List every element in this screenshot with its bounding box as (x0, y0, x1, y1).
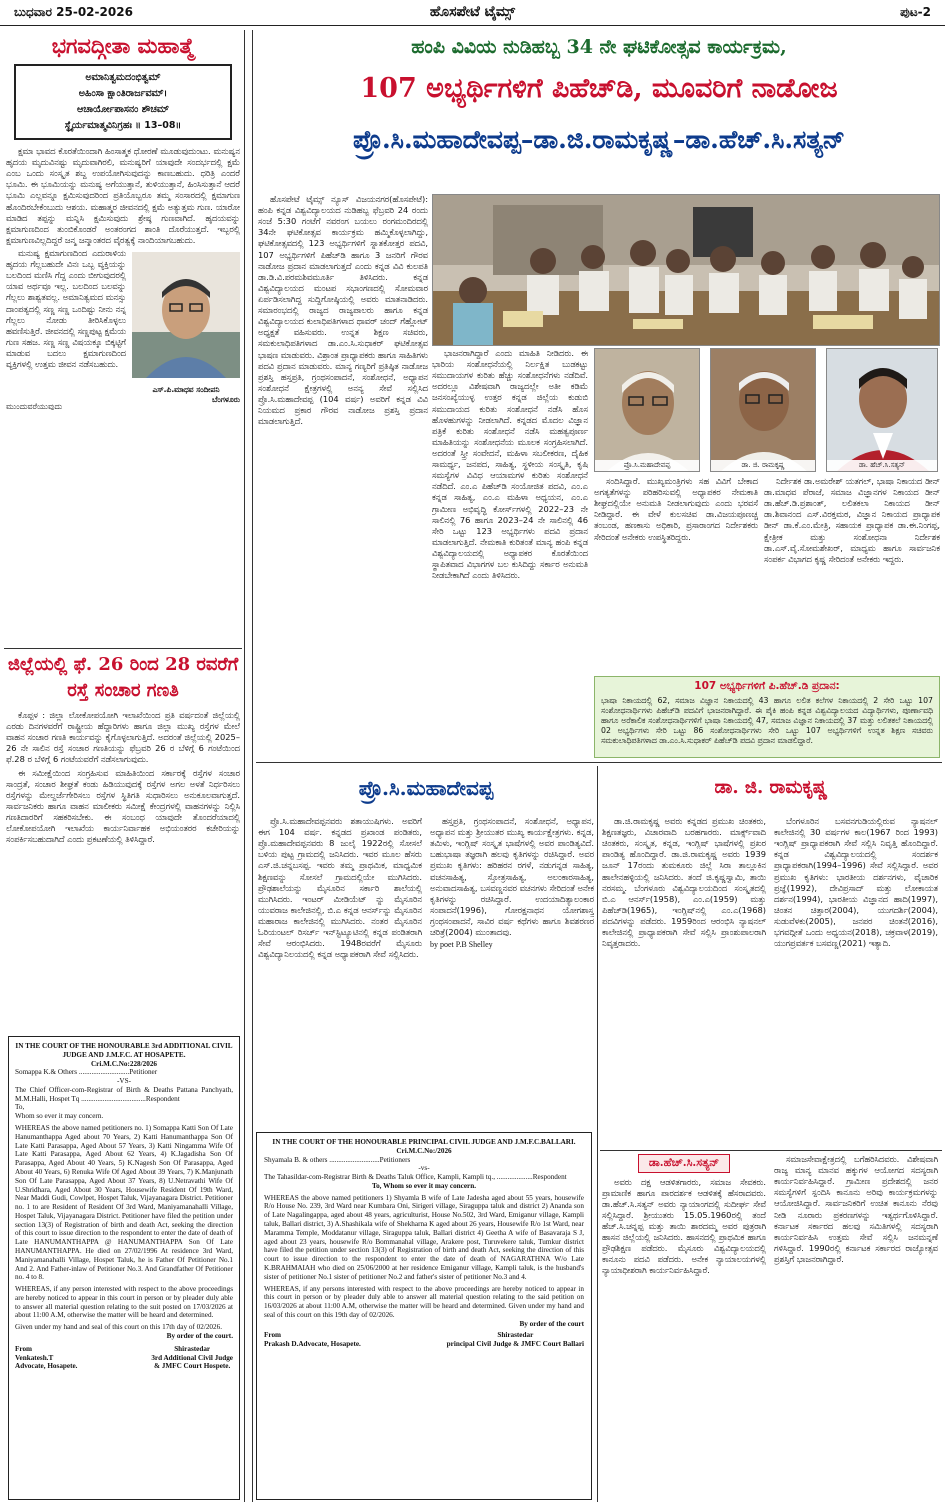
notice-court: IN THE COURT OF THE HONOURABLE PRINCIPAL CIVIL JUDGE AND J.M.F.C.BALLARI. (272, 1138, 576, 1146)
shloka-line: ಅಮಾನಿತ್ವಮದಂಭಿತ್ವಮ್ (85, 72, 161, 83)
mahadevappa-section (258, 766, 594, 1126)
sathyan-title: ಡಾ.ಹೆಚ್.ಸಿ.ಸತ್ಯನ್ (638, 1154, 730, 1173)
notice-sign: principal Civil Judge & JMFC Court Ballari (446, 1340, 584, 1349)
sathyan-section (602, 1154, 940, 1500)
notice-sign: Shirastedar (174, 1344, 211, 1353)
notice-order: By order of the court. (166, 1332, 233, 1340)
mahadevappa-text: ಪ್ರೊ.ಸಿ.ಮಹಾದೇವಪ್ಪನವರು ಶತಾಯುಷಿಗಳು. ಅವರಿಗೆ ಈಗ 104 ವರ್ಷ. ಕನ್ನಡದ ಪ್ರಖಾಂಡ ಪಂಡಿತರು, ಪ್ರೊ.ಮಹಾದೇವಪ್ಪನವರು 8 ಜುಲೈ 1922ರಲ್ಲಿ ಸೋಸಲೆ ಬಳಿಯ ಪುಟ್ಟ ಗ್ರಾಮದಲ್ಲಿ ಜನಿಸಿದರು. ಇವರ ಮೂಲ ಹೆಸರು ಎಸ್.ಜಿ.ಚನ್ನಬಸಪ್ಪ. ಇವರು ತಮ್ಮ ಪ್ರಾಥಮಿಕ, ಮಾಧ್ಯಮಿಕ ಶಿಕ್ಷಣವನ್ನು ಸೋಸಲೆ ಗ್ರಾಮದಲ್ಲಿಯೇ ಮುಗಿಸಿದರು. ಪ್ರೌಢಶಾಲೆಯನ್ನು ಮೈಸೂರಿನ ಸರ್ಕಾರಿ ಶಾಲೆಯಲ್ಲಿ ಮುಗಿಸಿದರು. ಇಂಟರ್ ಮೀಡಿಯೆಟ್ ನ್ನು ಮೈಸೂರಿನ ಯುವರಾಜ ಕಾಲೇಜಿನಲ್ಲಿ, ಬಿ.ಎ ಕನ್ನಡ ಆನರ್ಸ್‌ನ್ನು ಮೈಸೂರಿನ ಮಹಾರಾಜ ಕಾಲೇಜಿನಲ್ಲಿ ಮುಗಿಸಿದರು. ನಂತರ ಮೈಸೂರಿನ ಓರಿಯಂಟಲ್ ರಿಸರ್ಚ್ ಇನ್‌ಸ್ಟಿಟ್ಯೂಟಿನಲ್ಲಿ ಕನ್ನಡ ಪಂಡಿತರಾಗಿ ಸೇವೆ ಆರಂಭಿಸಿದರು. 1948ರವರೆಗೆ ಮೈಸೂರು ವಿಶ್ವವಿದ್ಯಾನಿಲಯದಲ್ಲಿ ಕನ್ನಡ ಅಧ್ಯಾಪಕರಾಗಿ ಸೇವೆ ಸಲ್ಲಿಸಿದರು. (258, 816, 422, 960)
group-photo (432, 194, 940, 346)
portrait-icon (827, 349, 938, 472)
mahadevappa-text: ಹಸ್ತಪ್ರತಿ, ಗ್ರಂಥಸಂಪಾದನೆ, ಸಂಶೋಧನೆ, ಅಧ್ಯಾಪನ, ಅಧ್ಯಾಪನ ಮತ್ತು ಶ್ರೀಯುತರ ಮುಖ್ಯ ಕಾರ್ಯಕ್ಷೇತ್ರಗಳು. ಕನ್ನಡ, ತಮಿಳು, ಇಂಗ್ಲಿಷ್ ಸಂಸ್ಕೃತ ಭಾಷೆಗಳಲ್ಲಿ ಅವರ ಪಾಂಡಿತ್ಯವಿದೆ. ಬಹುಭಾಷಾ ತಜ್ಞರಾಗಿ ಹಲವು ಕೃತಿಗಳನ್ನು ರಚಿಸಿದ್ದಾರೆ. ಅವರ ಪ್ರಮುಖ ಕೃತಿಗಳು: ಹರಿಹರನ ರಗಳೆ, ನಡುಗನ್ನಡ ಸಾಹಿತ್ಯ, ವಚನಸಾಹಿತ್ಯ, ಸ್ತೋತ್ರಸಾಹಿತ್ಯ, ಅಲಂಕಾರಸಾಹಿತ್ಯ, ಅನುವಾದಸಾಹಿತ್ಯ, ಬಸವಣ್ಣನವರ ವಚನಗಳು ಸೇರಿದಂತೆ ಅನೇಕ ಕೃತಿಗಳನ್ನು ರಚಿಸಿದ್ದಾರೆ. ಉದಯಾದಿತ್ಯಾಲಂಕಾರ ಸಂಪಾದನೆ(1996), ಗೋರಕ್ಷನಾಥನ ಯೋಗಶಾಸ್ತ್ರ ಗ್ರಂಥಸಂಪಾದನೆ, ಸಾವಿರ ವರ್ಷ ಕಥೆಗಳು ಹಾಗೂ ಶಿವಶರಣರ ಚರಿತ್ರೆ(2004) ಮುಂತಾದವು. (430, 816, 594, 938)
main-story-col-3 (594, 476, 758, 672)
notice-body: WHEREAS the above named petitioners no. 1) Somappa Katti Son Of Late Hanumanthappa Aged about 70 Years, 2) Katti Hanumanthappa Son Of Late Katti Parasappa, Aged About 57 Years, 3) Katti Ningamma Wife Of Late Katti Parasappa, Aged About 62 Years, 4) K.Jagadisha Son Of Parasappa, Aged About 40 Years, 5) K.Nagesh Son Of Parasappa, Aged About 40 Years, 6) Renuka Wife Of Aged About 39 Years, 7) K.Manjunath Son Of Late Parasappa, Aged About 37 Years, 8) U.Netravathi Wife Of U.Shridhara, Aged About 30 Years, Housewife Resident Of 19th Ward, Near Maddi Gudi, Cowlpet, Hospet Taluk, Vijayanagara District. Petitioner no. 1 to are Resident of Resident Of 3rd Ward, Maniyamanahalli Village, Hospet Taluk, Vijayanagara District. Petitioner have filed the petition under section 13(3) of Registration of birth and death Act, seeking the direction of this court to issue direction to the respondent to enter the date of death of Late HANUMANTHAPPA @ HANUMANTHAPPA Son Of Late HANUMANTHAPPA. He died on 27/02/1996 At residence 3rd Ward, Maniyamanahalli Village, Hospet Taluk, he is Father Of Petitioner No.1 And 2. And Father-inlaw of Petitioner No.3. And Grandfather Of Petitioner no. 4 to 8. (15, 1124, 233, 1282)
meeting-photo-icon (433, 195, 940, 346)
portrait-caption: ಪ್ರೊ.ಸಿ.ಮಹಾದೇವಪ್ಪ (595, 460, 699, 471)
ramakrishna-text: ಡಾ.ಜಿ.ರಾಮಕೃಷ್ಣ ಅವರು ಕನ್ನಡದ ಪ್ರಮುಖ ಚಿಂತಕರು, ಶಿಕ್ಷಣತಜ್ಞರು, ವಿಚಾರವಾದಿ ಬರಹಗಾರರು. ಮಾರ್ಕ್ಸ್‌ವಾದಿ ಚಿಂತಕರು, ಸಂಸ್ಕೃತ, ಕನ್ನಡ, ಇಂಗ್ಲಿಷ್ ಭಾಷೆಗಳಲ್ಲಿ ಪ್ರಖರ ಪಾಂಡಿತ್ಯ ಹೊಂದಿದ್ದಾರೆ. ಡಾ.ಜಿ.ರಾಮಕೃಷ್ಣ ಅವರು 1939 ಜೂನ್ 17ರಂದು ತುಮಕೂರು ಜಿಲ್ಲೆ ಸಿರಾ ತಾಲ್ಲೂಕಿನ ಹಾಲೇನಹಳ್ಳಿಯಲ್ಲಿ ಜನಿಸಿದರು. ತಂದೆ ಜಿ.ಕೃಷ್ಣಸ್ವಾಮಿ, ತಾಯಿ ನರಸಮ್ಮ. ಬೆಂಗಳೂರು ವಿಶ್ವವಿದ್ಯಾಲಯದಿಂದ ಸಂಸ್ಕೃತದಲ್ಲಿ ಬಿ.ಎ ಆನರ್ಸ್(1958), ಎಂ.ಎ(1959) ಮತ್ತು ಪಿಹೆಚ್‌ಡಿ(1965), ಇಂಗ್ಲಿಷ್‌ನಲ್ಲಿ ಎಂ.ಎ(1968) ಪದವಿಗಳನ್ನು ಪಡೆದರು. 1959ರಿಂದ ಆರಂಭಿಸಿ ನ್ಯಾಷನಲ್ ಕಾಲೇಜಿನಲ್ಲಿ ಪ್ರಾಧ್ಯಾಪಕರಾಗಿ ಸೇವೆ ಸಲ್ಲಿಸಿ ಪ್ರಾಂಶುಪಾಲರಾಗಿ ನಿವೃತ್ತರಾದರು. (602, 816, 766, 949)
sathyan-text: ಅವರು ದಕ್ಷ ಆಡಳಿತಗಾರರು, ಸಮಾಜ ಸೇವಕರು. ಪ್ರಾಮಾಣಿಕ ಹಾಗೂ ಪಾರದರ್ಶಕ ಆಡಳಿತಕ್ಕೆ ಹೆಸರಾದವರು. ಡಾ.ಹೆಚ್.ಸಿ.ಸತ್ಯನ್ ಅವರು ನ್ಯಾಯಾಂಗದಲ್ಲಿ ಸುದೀರ್ಘ ಸೇವೆ ಸಲ್ಲಿಸಿದ್ದಾರೆ. ಶ್ರೀಯುತರು 15.05.1960ರಲ್ಲಿ ತಂದೆ ಹೆಚ್.ಸಿ.ಚನ್ನಪ್ಪ ಮತ್ತು ತಾಯಿ ಶಾರದಮ್ಮ ಅವರ ಪುತ್ರರಾಗಿ ಹಾಸನ ಜಿಲ್ಲೆಯಲ್ಲಿ ಜನಿಸಿದರು. ಹಾಸನದಲ್ಲಿ ಪ್ರಾಥಮಿಕ ಹಾಗೂ ಪ್ರೌಢಶಿಕ್ಷಣ ಪಡೆದರು. ಮೈಸೂರು ವಿಶ್ವವಿದ್ಯಾಲಯದಲ್ಲಿ ಕಾನೂನು ಪದವಿ ಪಡೆದರು. ಅನೇಕ ನ್ಯಾಯಾಲಯಗಳಲ್ಲಿ ನ್ಯಾಯಾಧೀಶರಾಗಿ ಕಾರ್ಯನಿರ್ವಹಿಸಿದ್ದಾರೆ. (602, 1176, 766, 1276)
notice-body: WHEREAS, if any persons interested with respect to the above proceedings are hereby noticed to appear in this court in person or by pleader duly able to answer all material question relating to the said petition on 16/03/2026 at about 11:00 A.M, otherwise the matter will be heard and determined. Given under my hand and seal of this court on this 19th day of 02/2026. (264, 1284, 584, 1319)
page-number: ಪುಟ-2 (900, 5, 931, 19)
notice-whom: Whom so ever it may concern. (15, 1112, 104, 1121)
legal-notice-1 (8, 1036, 240, 1500)
author-photo (132, 252, 240, 404)
shloka-box (14, 64, 232, 140)
phd-box-title: 107 ಅಭ್ಯರ್ಥಿಗಳಿಗೆ ಪಿ.ಹೆಚ್.ಡಿ ಪ್ರದಾನ: (694, 680, 840, 692)
main-story-text: ಹೊಸಪೇಟೆ ಟೈಮ್ಸ್ ನ್ಯೂಸ್ ವಿಜಯನಗರ(ಹೊಸಪೇಟೆ): ಹಂಪಿ ಕನ್ನಡ ವಿಶ್ವವಿದ್ಯಾಲಯದ ನುಡಿಹಬ್ಬ ಫೆಬ್ರವರಿ 24 ರಂದು ಸಂಜೆ 5:30 ಗಂಟೆಗೆ ನವರಂಗ ಬಯಲು ರಂಗಮಂದಿರದಲ್ಲಿ 34ನೇ ಘಟಿಕೋತ್ಸವ ಕಾರ್ಯಕ್ರಮ ಹಮ್ಮಿಕೊಳ್ಳಲಾಗಿದ್ದು, ಘಟಿಕೋತ್ಸವದಲ್ಲಿ 123 ಅಭ್ಯರ್ಥಿಗಳಿಗೆ ಸ್ನಾತಕೋತ್ತರ ಪದವಿ, 107 ಅಭ್ಯರ್ಥಿಗಳಿಗೆ ಪಿಹೆಚ್‌ಡಿ ಹಾಗೂ 3 ಜನರಿಗೆ ಗೌರವ ನಾಡೋಜ ಪ್ರದಾನ ಮಾಡಲಾಗುತ್ತದೆ ಎಂದು ಕನ್ನಡ ವಿವಿ ಕುಲಪತಿ ಡಾ.ಡಿ.ವಿ.ಪರಮಶಿವಮೂರ್ತಿ ತಿಳಿಸಿದರು. ಕನ್ನಡ ವಿಶ್ವವಿದ್ಯಾಲಯದ ಮಂಟಪ ಸಭಾಂಗಣದಲ್ಲಿ ಸೋಮವಾರ ಏರ್ಪಡಿಸಲಾಗಿದ್ದ ಸುದ್ದಿಗೋಷ್ಠಿಯಲ್ಲಿ ಅವರು ಮಾತನಾಡಿದರು. ಸಮಾರಂಭದಲ್ಲಿ ರಾಜ್ಯದ ರಾಜ್ಯಪಾಲರು ಹಾಗೂ ಕನ್ನಡ ವಿಶ್ವವಿದ್ಯಾಲಯದ ಕುಲಾಧಿಪತಿಗಳಾದ ಥಾವರ್ ಚಂದ್ ಗೆಹ್ಲೋಟ್ ಅಧ್ಯಕ್ಷತೆ ವಹಿಸುವರು. ಉನ್ನತ ಶಿಕ್ಷಣ ಸಚಿವರು, ಸಮಕುಲಾಧಿಪತಿಗಳಾದ ಡಾ.ಎಂ.ಸಿ.ಸುಧಾಕರ್ ಘಟಿಕೋತ್ಸವ ಭಾಷಣ ಮಾಡುವರು. ವಿಶ್ರಾಂತ ಪ್ರಾಧ್ಯಾಪಕರು ಹಾಗೂ ಸಾಹಿತಿಗಳು ಪದವಿ ಪ್ರದಾನ ಮಾಡುವರು. ಮಾನ್ಯ ಗಣ್ಯರಿಗೆ ಪ್ರತಿಷ್ಠಿತ ನಾಡೋಜ ಪ್ರಶಸ್ತಿ ಹಸ್ತಪ್ರತಿ, ಗ್ರಂಥಸಂಪಾದನೆ, ಸಂಶೋಧನೆ, ಅಧ್ಯಾಪನ ಸಂಶೋಧನೆ ಕ್ಷೇತ್ರಗಳಲ್ಲಿ ಅನನ್ಯ ಸೇವೆ ಸಲ್ಲಿಸಿದ ಪ್ರೊ.ಸಿ.ಮಹಾದೇವಪ್ಪ (104 ವರ್ಷ) ಅವರಿಗೆ ಕನ್ನಡ ವಿವಿ ನಿಯಮದ ಪ್ರಕಾರ ಗೌರವ ನಾಡೋಜ ಪ್ರಶಸ್ತಿ ಪ್ರದಾನ ಮಾಡಲಾಗುತ್ತಿದೆ. (258, 194, 428, 427)
main-story-text: ಸಂದಿಸಿದ್ದಾರೆ. ಮುಖ್ಯಮಂತ್ರಿಗಳು ಸಹ ವಿವಿಗೆ ಬೇಕಾದ ಅಗತ್ಯತೆಗಳನ್ನು ಪರಿಹರಿಸುವಲ್ಲಿ ಅಧ್ಯಾಪಕರ ನೇಮಕಾತಿ ಶೀಘ್ರದಲ್ಲಿಯೇ ಅನುಮತಿ ನೀಡಲಾಗುವುದು ಎಂದು ಭರವಸೆ ನೀಡಿದ್ದಾರೆ. ಈ ವೇಳೆ ಕುಲಸಚಿವ ಡಾ.ವಿಜಯಪೂಣಚ್ಚ ತಂಬಂಡ, ಹಣಕಾಸು ಅಧಿಕಾರಿ, ಪ್ರಸಾರಾಂಗದ ನಿರ್ದೇಶಕರು ಸೇರಿದಂತೆ ಅನೇಕರು ಉಪಸ್ಥಿತರಿದ್ದರು. (594, 476, 758, 542)
notice-petitioner: Somappa K.& Others ............................Petitioner (15, 1068, 158, 1077)
notice-respondent: The Chief Officer-com-Registrar of Birth & Deaths Pattana Panchyath, M.M.Halli, Hospet Tq ....................................Respondent (15, 1085, 233, 1103)
main-story-col-2 (432, 348, 588, 758)
phd-info-box (594, 676, 940, 758)
notice-from-name: Venkatesh.T (15, 1353, 54, 1362)
shloka-line: ಸ್ಥೈರ್ಯಮಾತ್ಮವಿನಿಗ್ರಹಃ ॥ 13–08॥ (64, 120, 182, 131)
notice-from-addr: Advocate, Hosapete. (15, 1362, 78, 1371)
notice-case-no: Cri.M.C.No:/2026 (396, 1146, 452, 1155)
main-headline-block (258, 32, 940, 192)
census-section (6, 652, 240, 1030)
legal-notice-2 (256, 1132, 592, 1500)
main-story-col-4 (764, 476, 940, 672)
author-place: ಬೆಂಗಳೂರು (211, 394, 240, 404)
notice-court: IN THE COURT OF THE HONOURABLE 3rd ADDITIONAL CIVIL JUDGE AND J.M.F.C. AT HOSAPETE. (15, 1042, 233, 1059)
column-divider (252, 30, 253, 1502)
main-kicker: ಹಂಪಿ ವಿವಿಯ ನುಡಿಹಬ್ಬ 34 ನೇ ಘಟಿಕೋತ್ಸವ ಕಾರ್ಯಕ್ರಮ, (411, 36, 787, 58)
main-subhead: ಪ್ರೊ.ಸಿ.ಮಹಾದೇವಪ್ಪ–ಡಾ.ಜಿ.ರಾಮಕೃಷ್ಣ–ಡಾ.ಹೆಚ್.ಸಿ.ಸತ್ಯನ್ (352, 125, 846, 154)
portrait-ramakrishna (710, 348, 816, 472)
gita-body: ಮನುಷ್ಯ ಕ್ಷಮಾಗುಣದಿಂದ ಎದುರಾಳಿಯ ಹೃದಯ ಗೆಲ್ಲಬಹುದೇ ವಿನಃ ಒಬ್ಬ ವ್ಯಕ್ತಿಯನ್ನು ಬಲದಿಂದ ಮಣಿಸಿ ಗೆದ್ದ ಎಂದು ಬೀಗುವುದರಲ್ಲಿ ಯಾವ ಅರ್ಥವೂ ಇಲ್ಲ. ಬಲದಿಂದ ಬಲವನ್ನು ಗೆಲ್ಲಲು ಶಾಶ್ವತವಲ್ಲ. ಅಮಾನಿತ್ವಮದ ಮನಸ್ಸು ದಾಂಪತ್ಯದಲ್ಲಿ ಸಣ್ಣ ಸಣ್ಣ ಒಂದಿಷ್ಟು ನೀನು ನನ್ನ ಗೆಲ್ಲಲು ನೋಡು ತೀರಿಸಿಕೊಳ್ಳಲು ಹವಣಿಸುತ್ತಿರೆ. ಜೀವನದಲ್ಲಿ ಸಣ್ಣಪುಟ್ಟ ಕ್ಷಮೆಯ ಗುಣ ಸಹಜ. ಸಣ್ಣ ಸಣ್ಣ ವಿಷಯಕ್ಕೂ ಬಿಕ್ಕಟ್ಟಿಗೆ ಮಾಡುವ ಬದಲು ಕ್ಷಮಾಗುಣದಿಂದ ವ್ಯಕ್ತಿಗಳಲ್ಲಿ ಉತ್ತಮ ಜೀವನ ನಡೆಸಬಹುದು. (6, 247, 126, 370)
gita-body: ಕ್ಷಮಾ ಭಾವದ ಕೊರತೆಯಿಂದಾಗಿ ಹಿಂಸಾತ್ಮಕ ಧೋರಣೆ ಮೂಡುವುದುಂಟು. ಮನುಷ್ಯನ ಹೃದಯ ಮೃದುವಿನಷ್ಟು ಮೃದುವಾಗಿರಲಿ, ಮನುಷ್ಯರಿಗೆ ಯಾವುದೇ ಸಂದರ್ಭದಲ್ಲಿ ಕ್ಷಮೆ ಎಂಬ ಒಂದು ಸಂಸ್ಕೃತ ಶಬ್ದ ಉಪಯೋಗಿಸುವುದನ್ನು ಕಾಣಬಹುದು. ಧರಿತ್ರಿ ಎಂದರೆ ಭೂಮಿ. ಈ ಭೂಮಿಯನ್ನು ಮನುಷ್ಯ ಅಗೆಯುತ್ತಾನೆ, ತುಳಿಯುತ್ತಾನೆ, ಹಿಂಸಿಸುತ್ತಾನೆ ಆದರೆ ಭೂಮಿ ಎಲ್ಲವನ್ನೂ ಕ್ಷಮಿಸುವುದರಿಂದ ಪ್ರತಿಯೊಬ್ಬರೂ ತಮ್ಮ ಸಂಸಾರದಲ್ಲಿ ಕ್ಷಮಾಗುಣ ಹೊಂದಿರಬೇಕೆಂಬುದು ಆಶಯ. ಮಹಾತ್ಮರ ಜೀವನದಲ್ಲಿ ಕ್ಷಮೆ ಅತ್ಯುತ್ತಮ ಗುಣ. ಯಾರೋ ಮಾಡಿದ ತಪ್ಪನ್ನು ಮನ್ನಿಸಿ ಕ್ಷಮಿಸುವುದು ಶ್ರೇಷ್ಠ ಗುಣವಾಗಿದೆ. ಹೃದಯವನ್ನು ಕ್ಷಮಾಗುಣದಿಂದ ತುಂಬಿಕೊಂಡರೆ ಅಂತರಂಗದ ಶಾಂತಿ ದೊರೆಯುತ್ತದೆ. ಇಬ್ಬರಲ್ಲಿ ಕ್ಷಮಾಗುಣವಿಲ್ಲದಿದ್ದರೆ ಜನ್ಮ ಜನ್ಮಾಂತರದ ವೈರತ್ವಕ್ಕೆ ನಾಂದಿಯಾಗಬಹುದು. (6, 146, 240, 245)
census-body: ಕೊಪ್ಪಳ : ಜಿಲ್ಲಾ ಲೋಕೋಪಯೋಗಿ ಇಲಾಖೆಯಿಂದ ಪ್ರತಿ ವರ್ಷದಂತೆ ಜಿಲ್ಲೆಯಲ್ಲಿ ಎರಡು ದಿನಗಳವರೆಗೆ ರಾಷ್ಟ್ರೀಯ ಹೆದ್ದಾರಿಗಳು ಹಾಗೂ ಜಿಲ್ಲಾ ಮುಖ್ಯ ರಸ್ತೆಗಳ ಮೇಲೆ ವಾಹನ ಸಂಚಾರ ಗಣತಿ ಕಾರ್ಯವನ್ನು ಕೈಗೊಳ್ಳಲಾಗುತ್ತಿದೆ. ಅದರಂತೆ ಜಿಲ್ಲೆಯಲ್ಲಿ 2025–26 ನೇ ಸಾಲಿನ ರಸ್ತೆ ಸಂಚಾರ ಗಣತಿಯನ್ನು ಫೆಬ್ರವರಿ 26 ರ ಬೆಳಿಗ್ಗೆ 6 ಗಂಟೆಯಿಂದ ಫೆ.28 ರ ಬೆಳಿಗ್ಗೆ 6 ಗಂಟೆಯವರೆಗೆ ನಡೆಸಲಾಗುವುದು. (6, 710, 240, 765)
ramakrishna-section (602, 766, 940, 1144)
sathyan-text: ಸಮಾಜಸೇವಾಕ್ಷೇತ್ರದಲ್ಲಿ ಬಗೆಹರಿಸಿದವರು. ವಿಶೇಷವಾಗಿ ರಾಜ್ಯ ಮಾನ್ಯ ಮಾನವ ಹಕ್ಕುಗಳ ಆಯೋಗದ ಸದಸ್ಯರಾಗಿ ಕಾರ್ಯನಿರ್ವಹಿಸಿದ್ದಾರೆ. ಗ್ರಾಮೀಣ ಪ್ರದೇಶದಲ್ಲಿ ಜನರ ಸಮಸ್ಯೆಗಳಿಗೆ ಸ್ಪಂದಿಸಿ ಕಾನೂನು ಅರಿವು ಕಾರ್ಯಕ್ರಮಗಳನ್ನು ಆಯೋಜಿಸಿದ್ದಾರೆ. ಸಾರ್ವಜನಿಕರಿಗೆ ಉಚಿತ ಕಾನೂನು ನೆರವು ನೀಡಿ ನೂರಾರು ಪ್ರಕರಣಗಳನ್ನು ಇತ್ಯರ್ಥಗೊಳಿಸಿದ್ದಾರೆ. ಕರ್ನಾಟಕ ಸರ್ಕಾರದ ಹಲವು ಸಮಿತಿಗಳಲ್ಲಿ ಸದಸ್ಯರಾಗಿ ಕಾರ್ಯನಿರ್ವಹಿಸಿ ಉತ್ತಮ ಸೇವೆ ಸಲ್ಲಿಸಿ ಜನಮನ್ನಣೆ ಗಳಿಸಿದ್ದಾರೆ. 1990ರಲ್ಲಿ ಕರ್ನಾಟಕ ಸರ್ಕಾರದ ರಾಜ್ಯೋತ್ಸವ ಪ್ರಶಸ್ತಿಗೆ ಭಾಜನರಾಗಿದ್ದಾರೆ. (774, 1154, 938, 1264)
author-name: ಎಸ್.ಪಿ.ಮಾಧವ ಸಂದೀಪನಿ (152, 384, 220, 394)
portrait-sathyan (826, 348, 938, 472)
notice-footer (264, 1331, 584, 1349)
notice-case-no: Cri.M.C.No:228/2026 (90, 1059, 158, 1068)
notice-vs: -VS- (117, 1077, 131, 1086)
continued-note: ಮುಂದುವರೆಯುವುದು (6, 401, 63, 411)
notice-from: From (15, 1344, 33, 1353)
notice-to: To, (15, 1103, 25, 1112)
notice-footer (15, 1345, 233, 1371)
notice-order: By order of the court (519, 1319, 584, 1328)
notice-body: WHEREAS the above named petitioners 1) Shyamla B wife of Late Jadesha aged about 55 years, housewife R/o House No. 239, 3rd Ward near Kumbara Oni, Sirigeri village, Siraguppa taluk and district 2) Ananda son of Late Nagalingappa, aged about 48 years, agriculturist, House No.502, 3rd Ward, Emiganur village, Kampli taluk, Ballari district, 3) A.Shashikala wife of Shekharna K aged about 26 years, Housewife R/o 1st Ward, near Maramma Temple, Moddatanur village, Siraguppa taluk, Ballari district 4) Geetha A wife of Basavaraja S J, aged about 23 years, housewife R/o Bommanahal village, Arakere post, Turuvekere taluk, Tumkur district have filed the petition under section 13(3) of Registration of birth and death Act, seeking the direction of this court to issue direction to the respondent to enter the date of death of NAGARATHNA W/o Late K.BRAHMAIAH who died on 25/06/2000 at her residence Emiganur village, Kampli taluk, is the husband's sister of petitioner No.1 sister of petitioner No.2 and father's sister of petitioner No.3 and 4. (264, 1193, 584, 1281)
ramakrishna-text: ಬೆಂಗಳೂರಿನ ಬಸವನಗುಡಿಯಲ್ಲಿರುವ ನ್ಯಾಷನಲ್ ಕಾಲೇಜಿನಲ್ಲಿ 30 ವರ್ಷಗಳ ಕಾಲ(1967 ರಿಂದ 1993) ಇಂಗ್ಲಿಷ್ ಪ್ರಾಧ್ಯಾಪಕರಾಗಿ ಸೇವೆ ಸಲ್ಲಿಸಿ ನಿವೃತ್ತಿ ಹೊಂದಿದ್ದಾರೆ. ಕನ್ನಡ ವಿಶ್ವವಿದ್ಯಾಲಯದಲ್ಲಿ ಸಂದರ್ಶಕ ಪ್ರಾಧ್ಯಾಪಕರಾಗಿ(1994–1996) ಸೇವೆ ಸಲ್ಲಿಸಿದ್ದಾರೆ. ಅವರ ಪ್ರಮುಖ ಕೃತಿಗಳು: ಭಾರತೀಯ ದರ್ಶನಗಳು, ವೈಚಾರಿಕ ಪ್ರಜ್ಞೆ(1992), ದೇವಿಪ್ರಸಾದ್ ಮತ್ತು ಲೋಕಾಯತ ದರ್ಶನ(1994), ಭಾರತೀಯ ವಿಜ್ಞಾನದ ಹಾದಿ(1997), ಚಿಂತನ ಚಿತ್ತಾರ(2004), ಯುಗದರ್ಶಿ(2004), ಸುಡುವೆಳಕು(2005), ಜನಪರ ಚಿಂತನೆ(2016), ಭಗವದ್ಗೀತೆ ಒಂದು ಅಧ್ಯಯನ(2018), ಚಕ್ರವಾಳ(2019), ಯುಗಪ್ರವರ್ತಕ ಬಸವಣ್ಣ(2021) ಇತ್ಯಾದಿ. (774, 816, 938, 949)
census-title: ಜಿಲ್ಲೆಯಲ್ಲಿ ಫೆ. 26 ರಿಂದ 28 ರವರೆಗೆ ರಸ್ತೆ ಸಂಚಾರ ಗಣತಿ (7, 654, 239, 701)
notice-from: From (264, 1331, 282, 1340)
main-story-col-1 (258, 194, 428, 758)
gita-title: ಭಗವದ್ಗೀತಾ ಮಹಾತ್ಮೆ (51, 33, 195, 58)
translation-credit: by poet P.B Shelley (430, 940, 493, 950)
notice-from-name: Prakash D.Advocate, Hosapete. (264, 1340, 361, 1349)
mahadevappa-title: ಪ್ರೊ.ಸಿ.ಮಹಾದೇವಪ್ಪ (358, 776, 494, 800)
main-story-text: ಭಾಜನರಾಗಿದ್ದಾರೆ ಎಂದು ಮಾಹಿತಿ ನೀಡಿದರು. ಈ ಭಾರಿಯ ಸಂಶೋಧನೆಯಲ್ಲಿ ನಿರ್ಲಕ್ಷಿತ ಬುಡಕಟ್ಟು ಸಮುದಾಯಗಳ ಕುರಿತು ಹೆಚ್ಚು ಸಂಶೋಧನೆಗಳು ನಡೆದಿವೆ. ಅದರಲ್ಲೂ ವಿಶೇಷವಾಗಿ ರಾಜ್ಯದಲ್ಲೇ ಅತೀ ಕಡಿಮೆ ಜನಸಂಖ್ಯೆಯುಳ್ಳ ಉತ್ತರ ಕನ್ನಡ ಜಿಲ್ಲೆಯ ಕುಡುಬಿ ಸಮುದಾಯದ ಕುರಿತು ಸಂಶೋಧನೆ ನಡೆಸಿ ಹೊಸ ಹೊಳಹುಗಳನ್ನು ನೀಡಲಾಗಿದೆ. ಕನ್ನಡದ ಮೊದಲ ವಿಜ್ಞಾನ ಪತ್ರಿಕೆ ಕುರಿತು ಸಂಶೋಧನೆ ನಡೆಸಿ ಮಹತ್ವಪೂರ್ಣ ಮಾಹಿತಿಯನ್ನು ಸಂಶೋಧನೆಯ ಮೂಲಕ ಸಂಗ್ರಹಿಸಲಾಗಿದೆ. ಅದರಂತೆ ಸ್ತ್ರೀ ಸಂವೇದನೆ, ಮಹಿಳಾ ಸಬಲೀಕರಣ, ದೈಹಿಕ ಸಾಮರ್ಥ್ಯ, ಜನಪದ, ಸಾಹಿತ್ಯ, ಸ್ಥಳೀಯ ಸಂಸ್ಕೃತಿ, ಕೃಷಿ ಸಮಸ್ಯೆಗಳ ವಿವಿಧ ಆಯಾಮಗಳ ಕುರಿತು ಸಂಶೋಧನೆ ನಡೆದಿದೆ. ಎಂ.ಎ ಪಿಹೆಚ್‌ಡಿ ಸಂಯೋಜಿತ ಪದವಿ, ಎಂ.ಎ ಕನ್ನಡ ಸಾಹಿತ್ಯ, ಎಂ.ಎ ಮಹಿಳಾ ಅಧ್ಯಯನ, ಎಂ.ಎ ಗ್ರಾಮೀಣ ಅಭಿವೃದ್ಧಿ ಕೋರ್ಸ್‌ಗಳಲ್ಲಿ 2022–23 ನೇ ಸಾಲಿನಲ್ಲಿ 76 ಹಾಗೂ 2023–24 ನೇ ಸಾಲಿನಲ್ಲಿ 46 ಸೇರಿ ಒಟ್ಟು 123 ಅಭ್ಯರ್ಥಿಗಳು ಪದವಿ ಪ್ರದಾನ ಮಾಡಲಾಗುತ್ತಿದೆ. ನೇಮಕಾತಿ ಕುರಿತಂತೆ ಮಾನ್ಯ ಹಂಪಿ ಕನ್ನಡ ವಿಶ್ವವಿದ್ಯಾಲಯದಲ್ಲಿ ಅಧ್ಯಾಪಕರ ಕೊರತೆಯಿಂದ ಸ್ಥಾಪಿತವಾದ ವಿಭಾಗಗಳ ಬಲ ಕುಸಿದಿದ್ದು ಸರ್ಕಾರ ಅನುಮತಿ ನೀಡಬೇಕಾಗಿದೆ ಎಂದು ತಿಳಿಸಿದರು. (432, 348, 588, 581)
issue-date: ಬುಧವಾರ 25-02-2026 (14, 5, 133, 19)
census-body: ಈ ಸಮೀಕ್ಷೆಯಿಂದ ಸಂಗ್ರಹಿಸುವ ಮಾಹಿತಿಯಿಂದ ಸರ್ಕಾರಕ್ಕೆ ರಸ್ತೆಗಳ ಸಂಚಾರ ಸಾಂದ್ರತೆ, ಸಂಚಾರ ಶೀಘ್ರತೆ ಕಂಡು ಹಿಡಿಯುವುದಕ್ಕೆ ರಸ್ತೆಗಳ ಅಗಲ ಅಳತೆ ನಿರ್ಧರಿಸಲು ರಸ್ತೆಗಳನ್ನು ಮೇಲ್ದರ್ಜೆಗೇರಿಸಲು ರಸ್ತೆಗಳ ಸ್ಥಿತಿಗತಿ ಸುಧಾರಿಸಲು ಅನುಕೂಲವಾಗುತ್ತದೆ. ಸಾರ್ವಜನಿಕರು ಹಾಗೂ ವಾಹನ ಮಾಲೀಕರು ಸಮೀಕ್ಷೆ ಕೇಂದ್ರಗಳಲ್ಲಿ ವಾಹನಗಳನ್ನು ನಿಲ್ಲಿಸಿ ಗಣತಿದಾರರಿಗೆ ಸಹಕರಿಸಬೇಕು. ಈ ಸಂಬಂಧ ಯಾವುದೇ ತೊಂದರೆಯಾದಲ್ಲಿ ಲೋಕೋಪಯೋಗಿ ಇಲಾಖೆಯ ಕಾರ್ಯನಿರ್ವಾಹಕ ಅಭಿಯಂತರರ ಕಚೇರಿಯನ್ನು ಸಂಪರ್ಕಿಸಬಹುದಾಗಿದೆ ಎಂದು ಪ್ರಕಟಣೆಯಲ್ಲಿ ತಿಳಿಸಿದ್ದಾರೆ. (6, 767, 240, 845)
notice-sign: 3rd Additional Civil Judge (151, 1353, 233, 1362)
notice-sign: & JMFC Court Hospete. (154, 1362, 231, 1371)
author-portrait-icon (132, 252, 240, 378)
portrait-mahadevappa (594, 348, 700, 472)
portrait-caption: ಡಾ. ಹೆಚ್.ಸಿ.ಸತ್ಯನ್ (827, 460, 937, 471)
shloka-line: ಆಚಾರ್ಯೋಪಾಸನಂ ಶೌಚಮ್ (76, 104, 170, 115)
column-divider (244, 30, 245, 1502)
main-story-text: ನಿರ್ದೇಶಕ ಡಾ.ಅಮರೇಶ್ ಯತಗಲ್, ಭಾಷಾ ನಿಕಾಯದ ಡೀನ್ ಡಾ.ಮಾಧವ ಪೆರಾಜೆ, ಸಮಾಜ ವಿಜ್ಞಾನಗಳ ನಿಕಾಯದ ಡೀನ್ ಡಾ.ಹೆಚ್.ಡಿ.ಪ್ರಶಾಂತ್, ಲಲಿತಕಲಾ ನಿಕಾಯದ ಡೀನ್ ಡಾ.ಶಿವಾನಂದ ಎಸ್.ವಿರಕ್ತಮಠ, ವಿಜ್ಞಾನ ನಿಕಾಯದ ಪ್ರಾಧ್ಯಾಪಕ ಡೀನ್ ಡಾ.ಕೆ.ಎಂ.ಮೇತ್ರಿ, ಸಹಾಯಕ ಪ್ರಾಧ್ಯಾಪಕ ಡಾ.ಈ.ನಿಂಗಪ್ಪ, ಕ್ಷೇತ್ರೀಕ ಮತ್ತು ಸಂಶೋಧನಾ ನಿರ್ದೇಶಕ ಡಾ.ಎಸ್.ವೈ.ಸೋಮಶೇಖರ್, ಮಾಧ್ಯಮ ಹಾಗೂ ಸಾರ್ವಜನಿಕ ಸಂಪರ್ಕ ವಿಭಾಗದ ಕೃಷ್ಣ ಸೇರಿದಂತೆ ಅನೇಕರು ಇದ್ದರು. (764, 476, 940, 564)
paper-name: ಹೊಸಪೇಟೆ ಟೈಮ್ಸ್ (429, 4, 516, 20)
notice-to: To, Whom so ever it may concern. (371, 1181, 477, 1190)
ramakrishna-title: ಡಾ. ಜಿ. ರಾಮಕೃಷ್ಣ (714, 777, 828, 798)
portrait-icon (711, 349, 816, 472)
notice-body: WHEREAS, if any person interested with respect to the above proceedings are hereby noticed to appear in this court in person or by pleader duly able to answer all material question relating to the suit posted on 17/03/2026 at about 11:00 A.M, otherwise the matter will be heard and determined. (15, 1285, 233, 1320)
phd-box-body: ಭಾಷಾ ನಿಕಾಯದಲ್ಲಿ 62, ಸಮಾಜ ವಿಜ್ಞಾನ ನಿಕಾಯದಲ್ಲಿ 43 ಹಾಗೂ ಲಲಿತ ಕಲೆಗಳ ನಿಕಾಯದಲ್ಲಿ 2 ಸೇರಿ ಒಟ್ಟು 107 ಸಂಶೋಧನಾರ್ಥಿಗಳು ಪಿಹೆಚ್‌ಡಿ ಪದವಿಗೆ ಭಾಜನರಾಗಿದ್ದಾರೆ. ಈ ಪೈಕಿ ಹಂಪಿ ಕನ್ನಡ ವಿಶ್ವವಿದ್ಯಾಲಯದ ವಿದ್ಯಾರ್ಥಿಗಳು, ಪೂರ್ಣಾವಧಿ ಹಾಗೂ ಅರೆಕಾಲಿಕ ಸಂಶೋಧನಾರ್ಥಿಗಳಿಗೆ ಭಾಷಾ ನಿಕಾಯದಲ್ಲಿ 47, ಸಮಾಜ ವಿಜ್ಞಾನ ನಿಕಾಯದಲ್ಲಿ 37 ಮತ್ತು ಲಲಿತಕಲೆ ನಿಕಾಯದಲ್ಲಿ 02 ಅಭ್ಯರ್ಥಿಗಳು ಸೇರಿ ಒಟ್ಟು 86 ಸಂಶೋಧನಾರ್ಥಿಗಳು ಸೇರಿ ಒಟ್ಟು 107 ಅಭ್ಯರ್ಥಿಗಳಿಗೆ ಉನ್ನತ ಶಿಕ್ಷಣ ಸಚಿವರು ಸಮಕುಲಾಧಿಪತಿಗಳಾದ ಡಾ.ಎಂ.ಸಿ.ಸುಧಾಕರ್ ಪಿಹೆಚ್‌ಡಿ ಪದವಿ ಪ್ರದಾನ ಮಾಡಲಿದ್ದಾರೆ. (601, 695, 933, 745)
masthead (0, 0, 945, 26)
notice-petitioner: Shyamala B. & others ............................Petitioners (264, 1155, 411, 1164)
gita-section (6, 32, 240, 644)
notice-vs: -vs- (418, 1164, 430, 1173)
notice-sign: Shirastedar (497, 1331, 534, 1340)
portrait-icon (595, 349, 700, 472)
portrait-caption: ಡಾ. ಜಿ. ರಾಮಕೃಷ್ಣ (711, 460, 815, 471)
notice-respondent: The Tahasildar-com-Registrar Birth & Deaths Taluk Office, Kampli, Kampli tq., ....................Respondent (264, 1173, 567, 1182)
shloka-line: ಅಹಿಂಸಾ ಕ್ಷಾಂತಿರಾರ್ಜವಮ್। (78, 88, 168, 99)
notice-given: Given under my hand and seal of this court on this 17th day of 02/2026. (15, 1323, 223, 1332)
main-headline: 107 ಅಭ್ಯರ್ಥಿಗಳಿಗೆ ಪಿಹೆಚ್‌ಡಿ, ಮೂವರಿಗೆ ನಾಡೋಜ (360, 73, 838, 104)
